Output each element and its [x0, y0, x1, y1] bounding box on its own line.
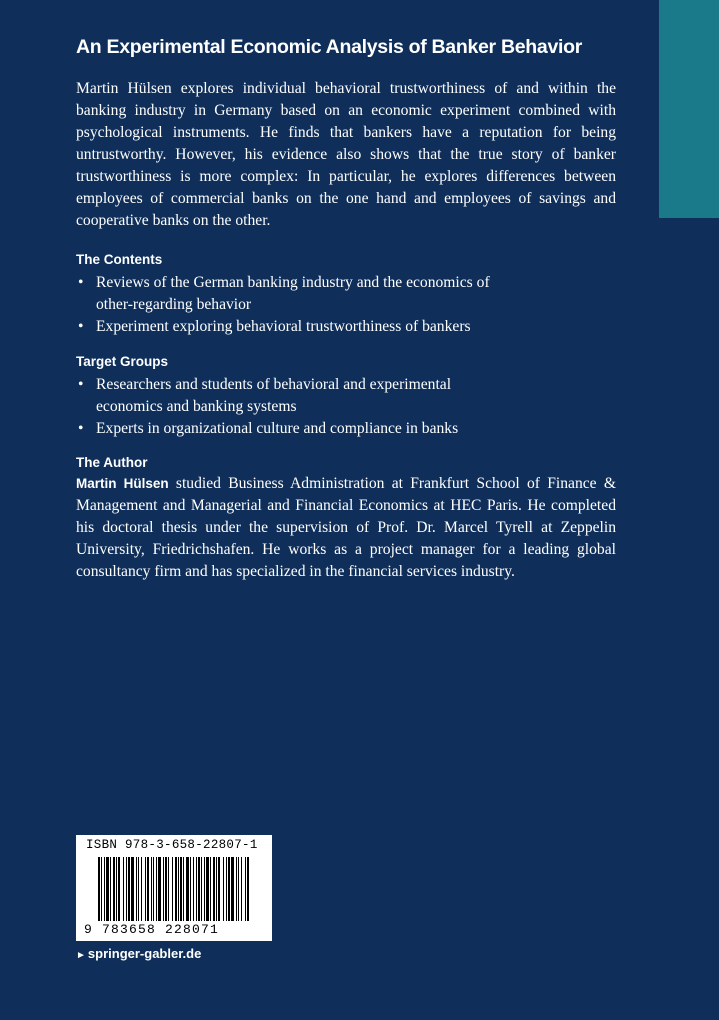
barcode-bar — [147, 857, 149, 921]
barcode-bar — [153, 857, 154, 921]
barcode-bar — [213, 857, 215, 921]
barcode-bar — [226, 857, 227, 921]
barcode-bar — [223, 857, 224, 921]
barcode-bar — [145, 857, 146, 921]
barcode-bar — [163, 857, 164, 921]
barcode-bar — [104, 857, 105, 921]
barcode-bar — [198, 857, 200, 921]
barcode-bar — [113, 857, 115, 921]
barcode-bar — [131, 857, 134, 921]
isbn-label: ISBN 978-3-658-22807-1 — [86, 838, 258, 852]
barcode-bar — [126, 857, 127, 921]
barcode-bar — [196, 857, 197, 921]
barcode-bar — [101, 857, 102, 921]
barcode-bar — [168, 857, 169, 921]
barcode-bar — [98, 857, 100, 921]
bullet-icon: • — [78, 420, 84, 437]
barcode-bar — [236, 857, 237, 921]
arrow-right-icon: ► — [76, 950, 86, 961]
back-cover-content — [76, 36, 616, 583]
contents-heading: The Contents — [76, 252, 163, 267]
barcode-bar — [151, 857, 152, 921]
list-item: • Experiment exploring behavioral trustworthiness of bankers — [76, 316, 516, 338]
barcode-bar — [123, 857, 124, 921]
barcode-bar — [136, 857, 137, 921]
barcode-bar — [180, 857, 182, 921]
target-groups-list — [76, 374, 616, 440]
isbn-barcode — [76, 835, 272, 941]
barcode-bar — [141, 857, 142, 921]
barcode-bar — [216, 857, 217, 921]
barcode-bar — [186, 857, 189, 921]
author-name: Martin Hülsen — [76, 476, 169, 491]
list-item: • Reviews of the German banking industry and the economics of other-regarding behavior — [78, 274, 490, 313]
website-label: springer-gabler.de — [87, 946, 202, 961]
book-description: Martin Hülsen explores individual behavioral trustworthiness of and within the banking industry in Germany based on an economic experiment combined with psychological instruments. He finds that bankers have a reputation for being untrustworthy. However, his evidence also shows that the true story of banker trustworthiness is more complex: In particular, he explores differences between employees of commercial banks on the one hand and employees of savings and cooperative banks on the other. — [76, 80, 616, 229]
author-section — [76, 453, 616, 583]
barcode-bar — [116, 857, 117, 921]
bullet-icon: • — [78, 318, 84, 335]
barcode-bar — [106, 857, 109, 921]
barcode-bar — [178, 857, 179, 921]
barcode-bar — [228, 857, 230, 921]
barcode-bar — [218, 857, 220, 921]
author-heading: The Author — [76, 455, 148, 470]
barcode-bar — [238, 857, 239, 921]
contents-section — [76, 250, 616, 338]
barcode-bars — [98, 857, 250, 921]
target-groups-heading: Target Groups — [76, 354, 169, 369]
list-item: • Researchers and students of behavioral and experimental economics and banking systems — [78, 376, 452, 415]
barcode-bar — [241, 857, 242, 921]
author-bio-text: studied Business Administration at Frankfurt School of Finance & Management and Managerial and Financial Economics at HEC Paris. He completed his doctoral thesis under the supervision of Prof. Dr. Marcel Tyrell at Zeppelin University, Friedrichshafen. He works as a project manager for a leading global consultancy firm and has specialized in the financial services industry. — [76, 475, 616, 580]
barcode-bar — [193, 857, 194, 921]
bullet-icon: • — [78, 376, 84, 393]
barcode-bar — [245, 857, 246, 921]
barcode-bar — [231, 857, 234, 921]
bullet-icon: • — [78, 274, 84, 291]
barcode-bar — [165, 857, 167, 921]
book-title: An Experimental Economic Analysis of Banker Behavior — [76, 36, 583, 58]
barcode-bar — [118, 857, 120, 921]
contents-list — [76, 272, 616, 338]
barcode-bar — [206, 857, 209, 921]
list-item: • Experts in organizational culture and compliance in banks — [76, 418, 516, 440]
publisher-website[interactable] — [76, 946, 201, 961]
barcode-digits: 9 783658 228071 — [84, 922, 220, 937]
barcode-bar — [247, 857, 249, 921]
barcode-bar — [204, 857, 205, 921]
barcode-bar — [190, 857, 191, 921]
barcode-bar — [156, 857, 157, 921]
barcode-bar — [175, 857, 177, 921]
barcode-bar — [172, 857, 173, 921]
barcode-bar — [183, 857, 184, 921]
barcode-bar — [210, 857, 211, 921]
target-groups-section — [76, 352, 616, 440]
barcode-bar — [128, 857, 130, 921]
barcode-bar — [158, 857, 161, 921]
barcode-bar — [110, 857, 111, 921]
barcode-bar — [201, 857, 202, 921]
accent-tab — [659, 0, 719, 218]
barcode-bar — [138, 857, 139, 921]
author-bio — [76, 473, 616, 583]
